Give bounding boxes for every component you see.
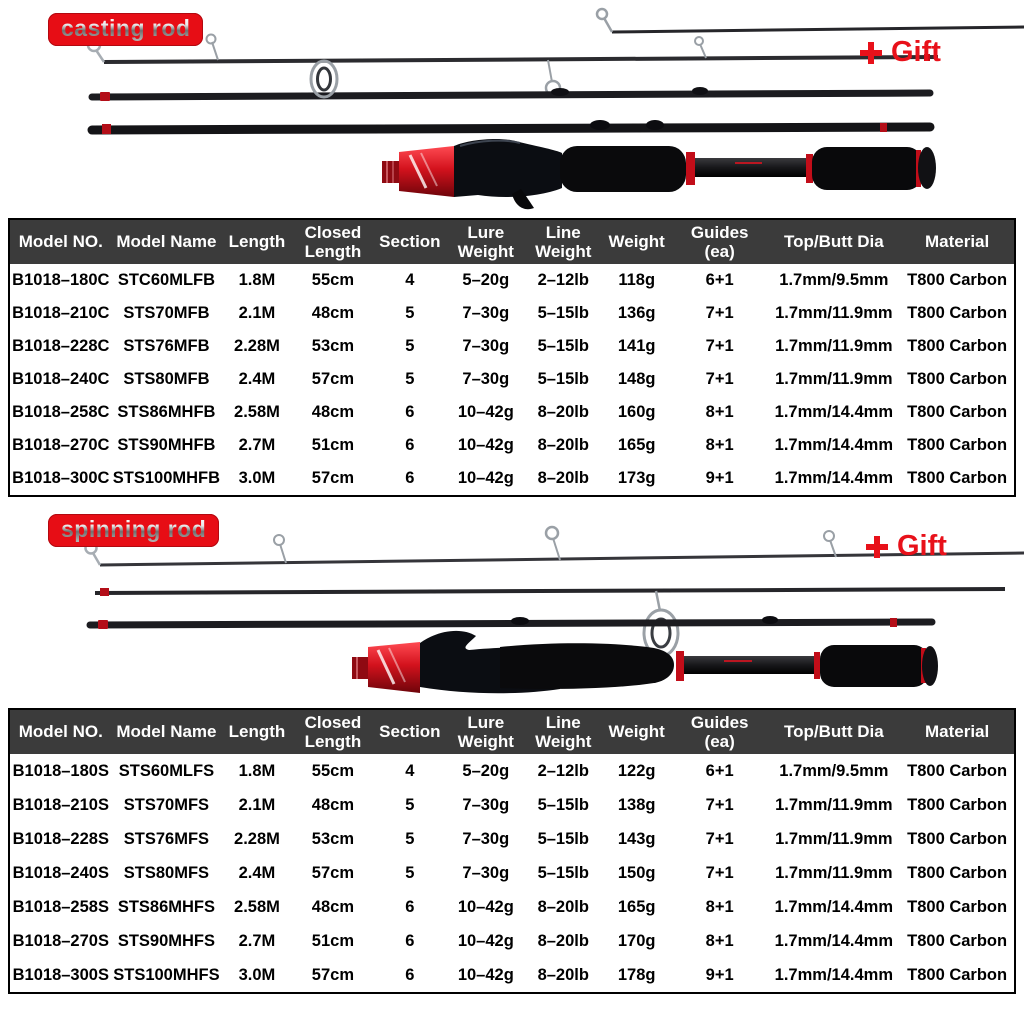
- table-cell: 7–30g: [462, 304, 510, 322]
- table-cell: 2.28M: [234, 829, 280, 848]
- table-cell: STS86MHFS: [117, 897, 216, 916]
- table-cell: 118g: [618, 271, 656, 289]
- table-cell: B1018–228C: [12, 337, 110, 355]
- table-cell: STS70MFB: [123, 304, 210, 322]
- table-cell: 2.1M: [238, 304, 276, 322]
- table-cell: STS86MHFB: [117, 403, 216, 421]
- table-cell: 48cm: [311, 304, 354, 322]
- table-cell: 2.58M: [234, 897, 280, 916]
- rod-handle: [382, 139, 936, 209]
- table-cell: STS100MHFB: [112, 469, 221, 487]
- table-cell: 173g: [617, 469, 656, 487]
- table-cell: 6: [405, 403, 415, 421]
- table-cell: 8+1: [705, 897, 734, 916]
- table-cell: 4: [405, 271, 415, 289]
- table-cell: B1018–210C: [12, 304, 110, 322]
- table-row: [9, 330, 1015, 363]
- table-cell: 7–30g: [462, 337, 510, 355]
- table-cell: 5–20g: [462, 271, 510, 289]
- table-cell: STS76MFS: [123, 829, 210, 848]
- table-cell: STS90MHFS: [117, 931, 216, 950]
- column-header: Line Weight: [525, 709, 601, 754]
- table-cell: 1.7mm/9.5mm: [779, 761, 889, 780]
- table-cell: B1018–180C: [12, 271, 110, 289]
- table-cell: 6: [405, 931, 415, 950]
- column-header: Section: [373, 709, 446, 754]
- table-cell: T800 Carbon: [907, 863, 1008, 882]
- column-header: Weight: [601, 709, 671, 754]
- plus-icon: [860, 42, 882, 64]
- table-cell: 10–42g: [457, 965, 514, 984]
- table-cell: 6+1: [705, 271, 734, 289]
- table-cell: B1018–240S: [12, 863, 109, 882]
- casting-spec-table: [8, 218, 1016, 497]
- table-row: [9, 958, 1015, 993]
- table-cell: 1.7mm/14.4mm: [774, 469, 893, 487]
- table-cell: 1.7mm/14.4mm: [774, 436, 893, 454]
- column-header: Model Name: [112, 709, 222, 754]
- column-header: Length: [221, 219, 292, 264]
- rod-fourth-section: [92, 120, 930, 134]
- spinning-rod-badge: [48, 514, 219, 547]
- table-cell: 5–15lb: [537, 829, 589, 848]
- table-cell: 6+1: [705, 761, 734, 780]
- table-cell: 4: [405, 761, 415, 780]
- table-cell: 10–42g: [457, 897, 514, 916]
- table-cell: B1018–210S: [12, 795, 109, 814]
- table-cell: 5–15lb: [537, 863, 589, 882]
- gift-text: Gift: [891, 36, 941, 68]
- table-cell: 6: [405, 436, 415, 454]
- table-cell: B1018–240C: [12, 370, 110, 388]
- table-cell: B1018–270C: [12, 436, 110, 454]
- table-row: [9, 264, 1015, 297]
- table-cell: STS76MFB: [123, 337, 210, 355]
- table-cell: T800 Carbon: [907, 370, 1008, 388]
- table-cell: 160g: [617, 403, 656, 421]
- table-cell: 53cm: [311, 829, 354, 848]
- table-cell: 1.7mm/11.9mm: [775, 304, 893, 322]
- table-cell: 178g: [617, 965, 656, 984]
- table-cell: 122g: [617, 761, 656, 780]
- table-cell: 165g: [617, 436, 656, 454]
- table-cell: B1018–258C: [12, 403, 110, 421]
- table-row: [9, 396, 1015, 429]
- table-cell: 53cm: [311, 337, 354, 355]
- table-cell: 165g: [617, 897, 656, 916]
- table-cell: 5–15lb: [537, 795, 589, 814]
- table-cell: 48cm: [311, 795, 354, 814]
- table-cell: 6: [405, 897, 415, 916]
- table-row: [9, 429, 1015, 462]
- casting-gift-label: [860, 36, 941, 69]
- table-cell: 3.0M: [238, 965, 276, 984]
- rod-third-section: [90, 616, 932, 629]
- table-cell: 5–15lb: [537, 304, 589, 322]
- table-cell: STS80MFS: [123, 863, 210, 882]
- table-cell: STC60MLFB: [117, 271, 216, 289]
- table-cell: 10–42g: [457, 436, 514, 454]
- table-cell: 5–20g: [462, 761, 510, 780]
- table-cell: 7–30g: [462, 863, 510, 882]
- table-cell: 143g: [617, 829, 656, 848]
- table-cell: STS60MLFS: [118, 761, 215, 780]
- table-cell: 170g: [617, 931, 656, 950]
- spinning-rod-badge-label: spinning rod: [61, 516, 207, 542]
- table-cell: T800 Carbon: [907, 931, 1008, 950]
- table-cell: 7–30g: [462, 829, 510, 848]
- table-row: [9, 890, 1015, 924]
- table-cell: 57cm: [311, 863, 354, 882]
- table-row: [9, 297, 1015, 330]
- column-header: Material: [900, 709, 1015, 754]
- table-cell: 7+1: [705, 829, 734, 848]
- table-cell: T800 Carbon: [907, 403, 1008, 421]
- casting-rod-badge: [48, 13, 203, 46]
- table-cell: 8–20lb: [537, 469, 589, 487]
- table-cell: 2.28M: [234, 337, 280, 355]
- table-cell: B1018–180S: [12, 761, 109, 780]
- table-cell: 5: [405, 863, 415, 882]
- gift-text: Gift: [897, 530, 947, 562]
- column-header: Top/Butt Dia: [767, 219, 900, 264]
- table-cell: 8–20lb: [537, 965, 589, 984]
- table-cell: STS100MHFS: [113, 965, 220, 984]
- column-header: Guides (ea): [672, 219, 768, 264]
- column-header: Top/Butt Dia: [767, 709, 900, 754]
- table-cell: 141g: [617, 337, 656, 355]
- column-header: Closed Length: [293, 709, 373, 754]
- table-cell: 7+1: [705, 370, 734, 388]
- table-cell: 8–20lb: [537, 897, 589, 916]
- table-cell: 1.7mm/9.5mm: [779, 271, 889, 289]
- table-cell: T800 Carbon: [907, 469, 1008, 487]
- table-cell: 7–30g: [462, 795, 510, 814]
- table-cell: 57cm: [311, 469, 354, 487]
- table-cell: T800 Carbon: [907, 795, 1008, 814]
- table-cell: 1.7mm/11.9mm: [775, 829, 893, 848]
- table-row: [9, 822, 1015, 856]
- table-cell: 8–20lb: [537, 403, 589, 421]
- spinning-spec-table: [8, 708, 1016, 994]
- table-cell: 138g: [617, 795, 656, 814]
- table-cell: 48cm: [311, 403, 354, 421]
- table-cell: T800 Carbon: [907, 337, 1008, 355]
- table-cell: 1.7mm/14.4mm: [774, 965, 893, 984]
- column-header: Guides (ea): [672, 709, 768, 754]
- table-cell: T800 Carbon: [907, 304, 1008, 322]
- table-cell: 5: [405, 795, 415, 814]
- table-cell: STS80MFB: [123, 370, 210, 388]
- table-row: [9, 754, 1015, 788]
- table-cell: 2.7M: [238, 436, 276, 454]
- column-header: Material: [900, 219, 1015, 264]
- table-cell: STS70MFS: [123, 795, 210, 814]
- header-row: [9, 219, 1015, 264]
- table-cell: 7–30g: [462, 370, 510, 388]
- table-cell: 1.8M: [238, 761, 276, 780]
- spinning-rod-section: [0, 497, 1024, 708]
- table-cell: 148g: [617, 370, 656, 388]
- table-cell: T800 Carbon: [907, 829, 1008, 848]
- table-cell: 5–15lb: [537, 370, 589, 388]
- table-cell: T800 Carbon: [907, 271, 1008, 289]
- table-cell: 7+1: [705, 337, 734, 355]
- table-row: [9, 788, 1015, 822]
- table-cell: 5: [405, 370, 415, 388]
- table-cell: 55cm: [311, 271, 354, 289]
- table-cell: 150g: [617, 863, 656, 882]
- rod-second-section: [88, 35, 938, 96]
- table-cell: 1.8M: [238, 271, 276, 289]
- column-header: Lure Weight: [447, 219, 525, 264]
- table-cell: 51cm: [311, 436, 354, 454]
- column-header: Model Name: [112, 219, 222, 264]
- table-cell: 1.7mm/14.4mm: [774, 403, 893, 421]
- table-cell: 5: [405, 337, 415, 355]
- table-cell: 5: [405, 829, 415, 848]
- table-cell: 2.1M: [238, 795, 276, 814]
- table-cell: 7+1: [705, 863, 734, 882]
- column-header: Lure Weight: [447, 709, 525, 754]
- table-cell: 1.7mm/11.9mm: [775, 863, 893, 882]
- casting-rod-badge-label: casting rod: [61, 15, 191, 41]
- column-header: Model NO.: [9, 709, 112, 754]
- table-cell: 9+1: [705, 965, 734, 984]
- table-cell: 57cm: [311, 370, 354, 388]
- table-cell: 1.7mm/14.4mm: [774, 931, 893, 950]
- table-cell: 6: [405, 469, 415, 487]
- table-cell: 2.4M: [238, 863, 276, 882]
- column-header: Weight: [601, 219, 671, 264]
- table-cell: 8–20lb: [537, 931, 589, 950]
- table-cell: 2–12lb: [537, 271, 589, 289]
- table-cell: B1018–228S: [12, 829, 109, 848]
- table-cell: 8+1: [705, 436, 734, 454]
- table-cell: B1018–258S: [12, 897, 109, 916]
- column-header: Line Weight: [525, 219, 601, 264]
- rod-third-section: [92, 61, 930, 101]
- table-row: [9, 363, 1015, 396]
- table-cell: B1018–300S: [12, 965, 109, 984]
- table-cell: 9+1: [705, 469, 734, 487]
- table-row: [9, 924, 1015, 958]
- table-cell: 5: [405, 304, 415, 322]
- table-row: [9, 462, 1015, 496]
- table-cell: T800 Carbon: [907, 436, 1008, 454]
- header-row: [9, 709, 1015, 754]
- table-cell: 7+1: [705, 304, 734, 322]
- table-cell: 57cm: [311, 965, 354, 984]
- column-header: Section: [373, 219, 446, 264]
- table-cell: 55cm: [311, 761, 354, 780]
- rod-tip-section: [597, 9, 1024, 32]
- table-cell: B1018–270S: [12, 931, 109, 950]
- table-cell: B1018–300C: [12, 469, 110, 487]
- column-header: Closed Length: [293, 219, 373, 264]
- table-cell: 51cm: [311, 931, 354, 950]
- column-header: Model NO.: [9, 219, 112, 264]
- table-cell: 8+1: [705, 403, 734, 421]
- column-header: Length: [221, 709, 292, 754]
- table-cell: 1.7mm/11.9mm: [775, 370, 893, 388]
- table-cell: 1.7mm/11.9mm: [775, 337, 893, 355]
- table-cell: 2.4M: [238, 370, 276, 388]
- spinning-gift-label: [866, 530, 947, 563]
- table-cell: 2–12lb: [537, 761, 589, 780]
- table-cell: 1.7mm/11.9mm: [775, 795, 893, 814]
- plus-icon: [866, 536, 888, 558]
- table-cell: 8+1: [705, 931, 734, 950]
- table-cell: 3.0M: [238, 469, 276, 487]
- table-cell: 10–42g: [457, 403, 514, 421]
- table-cell: 2.7M: [238, 931, 276, 950]
- table-cell: 1.7mm/14.4mm: [774, 897, 893, 916]
- table-cell: 10–42g: [457, 931, 514, 950]
- table-cell: T800 Carbon: [907, 965, 1008, 984]
- table-cell: 8–20lb: [537, 436, 589, 454]
- table-cell: T800 Carbon: [907, 897, 1008, 916]
- table-cell: STS90MHFB: [117, 436, 216, 454]
- table-cell: 48cm: [311, 897, 354, 916]
- table-cell: 2.58M: [234, 403, 280, 421]
- table-cell: 7+1: [705, 795, 734, 814]
- table-cell: 136g: [617, 304, 656, 322]
- table-cell: 6: [405, 965, 415, 984]
- table-cell: T800 Carbon: [907, 761, 1008, 780]
- table-cell: 10–42g: [457, 469, 514, 487]
- table-row: [9, 856, 1015, 890]
- casting-rod-section: [0, 0, 1024, 218]
- table-cell: 5–15lb: [537, 337, 589, 355]
